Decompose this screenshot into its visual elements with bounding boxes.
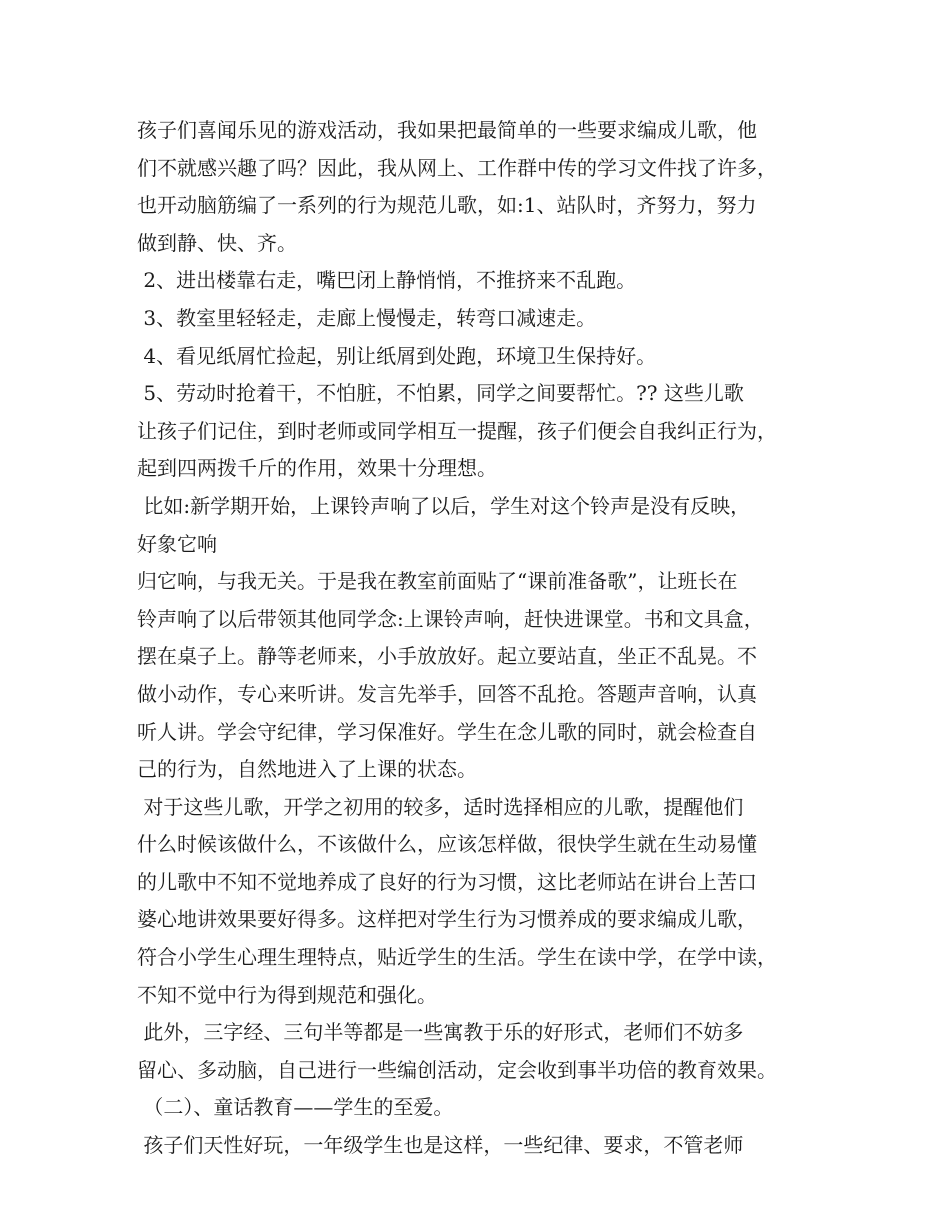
text-line: 婆心地讲效果要好得多。这样把对学生行为习惯养成的要求编成儿歌， <box>137 907 757 932</box>
text-line: 们不就感兴趣了吗？因此，我从网上、工作群中传的学习文件找了许多， <box>137 155 777 180</box>
text-line: 铃声响了以后带领其他同学念:上课铃声响，赶快进课堂。书和文具盒， <box>137 606 764 631</box>
text-line: 对于这些儿歌，开学之初用的较多，适时选择相应的儿歌，提醒他们 <box>137 794 744 819</box>
text-line: 2、进出楼靠右走，嘴巴闭上静悄悄，不推挤来不乱跑。 <box>137 268 637 293</box>
text-line: 不知不觉中行为得到规范和强化。 <box>137 982 437 1007</box>
text-line: 什么时候该做什么，不该做什么，应该怎样做，很快学生就在生动易懂 <box>137 832 757 857</box>
text-line: 也开动脑筋编了一系列的行为规范儿歌，如:1、站队时，齐努力，努力 <box>137 193 757 218</box>
text-line: 4、看见纸屑忙捡起，别让纸屑到处跑，环境卫生保持好。 <box>137 343 657 368</box>
text-line: 起到四两拨千斤的作用，效果十分理想。 <box>137 456 497 481</box>
text-line: 3、教室里轻轻走，走廊上慢慢走，转弯口减速走。 <box>137 305 597 330</box>
text-line: 做到静、快、齐。 <box>137 230 297 255</box>
text-line: 做小动作，专心来听讲。发言先举手，回答不乱抢。答题声音响，认真 <box>137 681 757 706</box>
text-line: 好象它响 <box>137 531 217 556</box>
text-line: 听人讲。学会守纪律，学习保准好。学生在念儿歌的同时，就会检查自 <box>137 719 757 744</box>
document-body <box>137 112 837 1165</box>
text-line: 孩子们天性好玩，一年级学生也是这样，一些纪律、要求，不管老师 <box>137 1133 744 1158</box>
text-line: 归它响，与我无关。于是我在教室前面贴了“课前准备歌”，让班长在 <box>137 569 738 594</box>
text-line: （二）、童话教育——学生的至爱。 <box>137 1095 454 1120</box>
text-line: 此外，三字经、三句半等都是一些寓教于乐的好形式，老师们不妨多 <box>137 1020 744 1045</box>
text-line: 符合小学生心理生理特点，贴近学生的生活。学生在读中学，在学中读， <box>137 945 777 970</box>
text-line: 的儿歌中不知不觉地养成了良好的行为习惯，这比老师站在讲台上苦口 <box>137 869 757 894</box>
text-line: 留心、多动脑，自己进行一些编创活动，定会收到事半功倍的教育效果。 <box>137 1057 777 1082</box>
text-line: 让孩子们记住，到时老师或同学相互一提醒，孩子们便会自我纠正行为， <box>137 418 777 443</box>
text-line: 孩子们喜闻乐见的游戏活动，我如果把最简单的一些要求编成儿歌，他 <box>137 118 757 142</box>
text-line: 5、劳动时抢着干，不怕脏，不怕累，同学之间要帮忙。?? 这些儿歌 <box>137 381 744 406</box>
text-line: 摆在桌子上。静等老师来，小手放放好。起立要站直，坐正不乱晃。不 <box>137 644 757 669</box>
text-line: 比如:新学期开始，上课铃声响了以后，学生对这个铃声是没有反映， <box>137 493 751 518</box>
text-line: 己的行为，自然地进入了上课的状态。 <box>137 757 477 782</box>
